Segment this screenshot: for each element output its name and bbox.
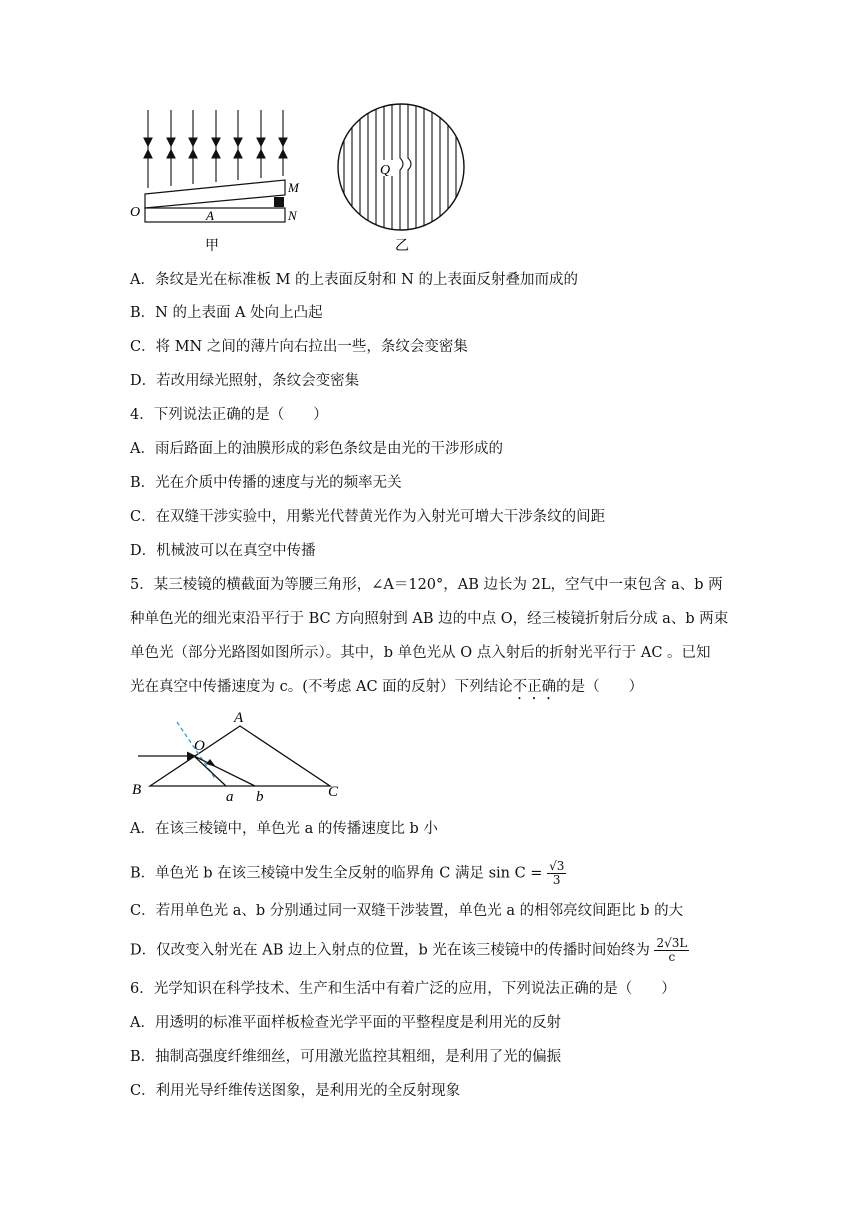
fraction-sqrt3-over-3: $\frac{√3}{3}$ [549, 859, 565, 887]
label-C-vertex: C [328, 784, 339, 800]
thin-spacer [274, 197, 284, 207]
q6-stem: 6．光学知识在科学技术、生产和生活中有着广泛的应用，下列说法正确的是（ ） [130, 981, 676, 997]
q5-stem-line3: 单色光（部分光路图如图所示）。其中，b 单色光从 O 点入射后的折射光平行于 AC 。已知 [130, 645, 711, 661]
q3-option-d: D．若改用绿光照射，条纹会变密集 [130, 373, 360, 389]
label-q: Q [380, 163, 391, 178]
test-plate-n [145, 208, 285, 222]
q4-option-d: D．机械波可以在真空中传播 [130, 543, 316, 559]
label-B-vertex: B [132, 782, 142, 798]
q6-option-c: C．利用光导纤维传送图象，是利用光的全反射现象 [130, 1083, 461, 1099]
emphasis-not-correct: 不正确 [512, 679, 557, 695]
q3-option-a: A．条纹是光在标准板 M 的上表面反射和 N 的上表面反射叠加而成的 [130, 272, 578, 288]
label-A-vertex: A [234, 710, 244, 726]
q3-option-c: C．将 MN 之间的薄片向右拉出一些，条纹会变密集 [130, 339, 468, 355]
q6-option-a: A．用透明的标准平面样板检查光学平面的平整程度是利用光的反射 [130, 1015, 561, 1031]
q4-option-a: A．雨后路面上的油膜形成的彩色条纹是由光的干涉形成的 [130, 441, 503, 457]
label-o: O [130, 205, 141, 220]
q4-option-b: B．光在介质中传播的速度与光的频率无关 [130, 475, 402, 491]
q5-option-a: A．在该三棱镜中，单色光 a 的传播速度比 b 小 [130, 821, 438, 837]
label-a: A [206, 208, 214, 223]
interference-fringes [344, 100, 456, 240]
q5-stem-line2: 种单色光的细光束沿平行于 BC 方向照射到 AB 边的中点 O，经三棱镜折射后分成 a、b 两束 [130, 611, 729, 627]
fringe-view-circle [338, 104, 464, 230]
q3-option-b: B．N 的上表面 A 处向上凸起 [130, 305, 323, 321]
label-n: N [288, 208, 297, 223]
label-m: M [288, 180, 299, 195]
q5-stem-line1: 5．某三棱镜的横截面为等腰三角形，∠A＝120°，AB 边长为 2L，空气中一束包含 a、b 两 [130, 577, 723, 593]
label-ray-b: b [256, 789, 264, 805]
label-ray-a: a [226, 789, 234, 805]
q5-option-d: D．仅改变入射光在 AB 边上入射点的位置，b 光在该三棱镜中的传播时间始终为 $\frac{2√3L}{c}$ [130, 936, 688, 964]
q5-option-c: C．若用单色光 a、b 分别通过同一双缝干涉装置，单色光 a 的相邻亮纹间距比 b 的大 [130, 903, 684, 919]
q5-stem-line4: 光在真空中传播速度为 c。(不考虑 AC 面的反射）下列结论不正确的是（ ） [130, 679, 644, 695]
q4-stem: 4．下列说法正确的是（ ） [130, 407, 328, 423]
label-O-point: O [194, 738, 205, 754]
q4-option-c: C．在双缝干涉实验中，用紫光代替黄光作为入射光可增大干涉条纹的间距 [130, 509, 606, 525]
refracted-ray-b [194, 756, 255, 786]
caption-right: 乙 [395, 239, 409, 254]
q6-option-b: B．抽制高强度纤维细丝，可用激光监控其粗细，是利用了光的偏振 [130, 1049, 562, 1065]
figure-prism [130, 708, 360, 808]
fraction-time: $\frac{2√3L}{c}$ [656, 936, 688, 964]
caption-left: 甲 [205, 239, 219, 254]
figure-thin-film-interference [130, 100, 480, 265]
standard-plate-m [145, 180, 285, 208]
q5-option-b: B．单色光 b 在该三棱镜中发生全反射的临界角 C 满足 sin C = $\frac{√3}{3}$ [130, 859, 565, 887]
incident-light-rays [144, 110, 287, 188]
